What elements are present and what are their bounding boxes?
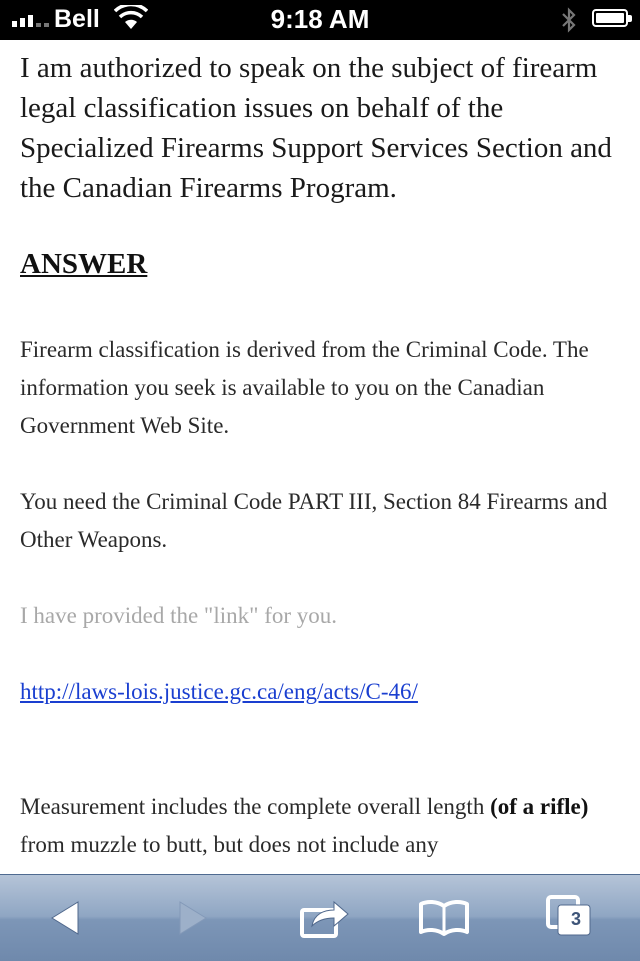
measurement-text-end: from muzzle to butt, but does not include any	[20, 832, 439, 857]
share-button[interactable]	[294, 893, 354, 943]
clock: 9:18 AM	[270, 4, 370, 34]
battery-icon	[592, 9, 628, 27]
bookmarks-icon	[417, 898, 471, 938]
answer-heading: ANSWER	[20, 248, 148, 280]
paragraph-measurement	[20, 788, 620, 864]
paragraph-criminal-code: Firearm classification is derived from the Criminal Code. The information you seek is available to you on the Canadian Government Web Site.	[20, 337, 589, 438]
back-arrow-icon	[46, 898, 86, 938]
intro-paragraph: I am authorized to speak on the subject of firearm legal classification issues on behalf of the Specialized Firearms Support Services Section and the Canadian Firearms Program.	[20, 52, 612, 204]
share-icon	[298, 896, 350, 940]
status-bar	[0, 0, 640, 40]
tabs-button[interactable]	[538, 893, 598, 943]
paragraph-link-intro: I have provided the "link" for you.	[20, 603, 338, 628]
forward-arrow-icon	[172, 898, 212, 938]
forward-button[interactable]	[162, 893, 222, 943]
bookmarks-button[interactable]	[414, 893, 474, 943]
back-button[interactable]	[36, 893, 96, 943]
paragraph-section-84: You need the Criminal Code PART III, Section 84 Firearms and Other Weapons.	[20, 489, 608, 552]
measurement-text-bold: (of a rifle)	[490, 794, 589, 819]
browser-toolbar	[0, 874, 640, 961]
web-content[interactable]	[0, 40, 640, 874]
measurement-text-start: Measurement includes the complete overall length	[20, 794, 491, 819]
tab-count-badge: 3	[570, 909, 581, 929]
justice-laws-link[interactable]: http://laws-lois.justice.gc.ca/eng/acts/C-46/	[20, 679, 418, 704]
carrier-name: Bell	[54, 5, 100, 33]
bluetooth-icon	[560, 6, 578, 39]
